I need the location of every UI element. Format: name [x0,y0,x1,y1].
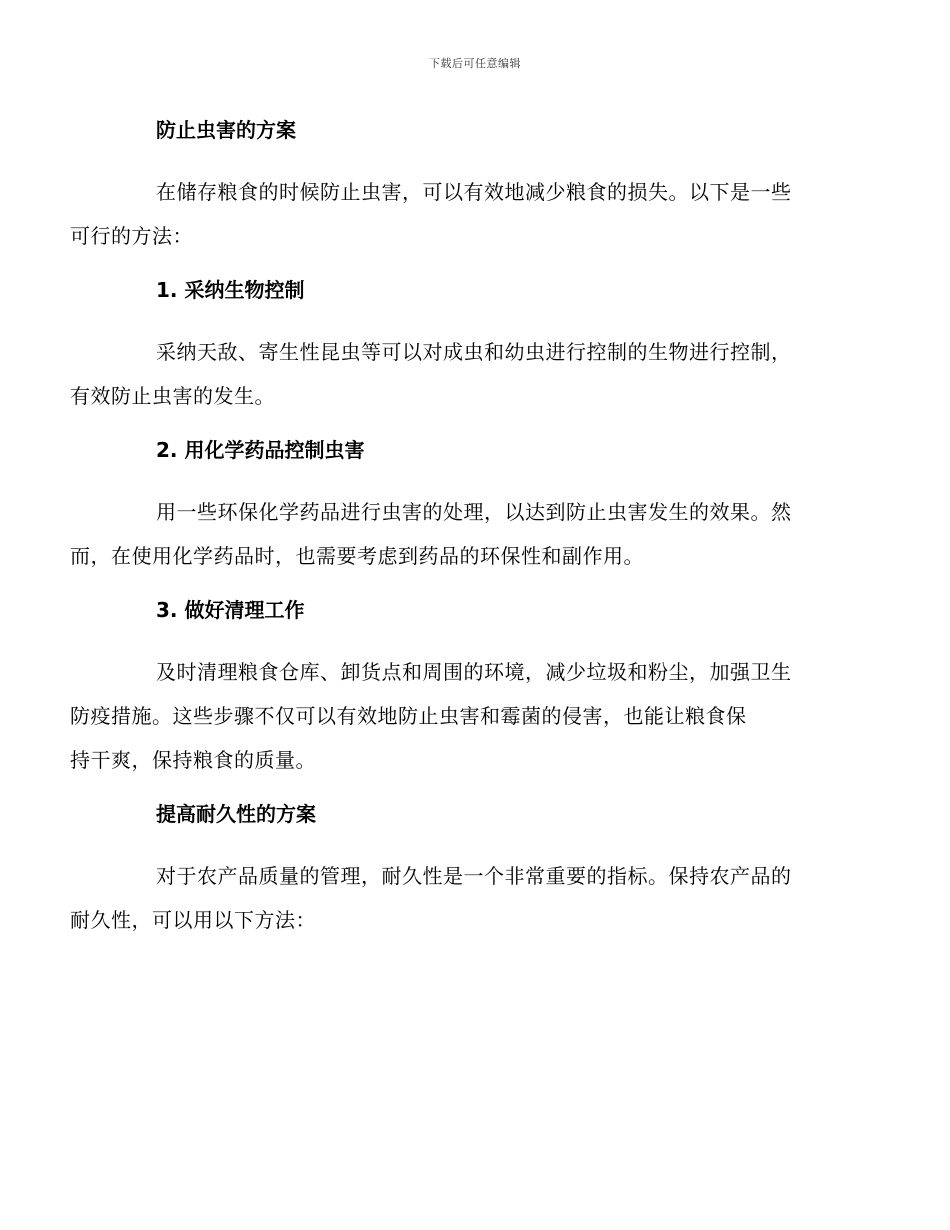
paragraph-line: 有效防止虫害的发生。 [70,384,275,408]
section-durability [70,796,829,942]
section-paragraph [70,170,829,258]
paragraph-line: 在储存粮食的时候防止虫害，可以有效地减少粮食的损失。以下是一些 [156,180,792,204]
paragraph-line: 防疫措施。这些步骤不仅可以有效地防止虫害和霉菌的侵害，也能让粮食保 [70,704,747,728]
paragraph-line: 及时清理粮食仓库、卸货点和周围的环境，减少垃圾和粉尘，加强卫生 [156,660,792,684]
header-note: 下载后可任意编辑 [429,57,521,70]
paragraph-line: 耐久性，可以用以下方法： [70,908,316,932]
paragraph-line: 用一些环保化学药品进行虫害的处理，以达到防止虫害发生的效果。然 [156,500,792,524]
section-heading: 2. 用化学药品控制虫害 [156,438,365,462]
section-heading: 1. 采纳生物控制 [156,278,305,302]
section-heading: 3. 做好清理工作 [156,598,305,622]
paragraph-line: 持干爽，保持粮食的质量。 [70,748,316,772]
section-paragraph [70,854,829,942]
section-paragraph [70,490,829,578]
section-paragraph [70,650,829,782]
paragraph-line: 对于农产品质量的管理，耐久性是一个非常重要的指标。保持农产品的 [156,864,792,888]
paragraph-line: 而，在使用化学药品时，也需要考虑到药品的环保性和副作用。 [70,544,644,568]
section-paragraph [70,330,829,418]
section-pest-prevention [70,112,829,258]
document-body [70,112,829,956]
section-cleaning-work [70,592,829,782]
section-heading: 提高耐久性的方案 [156,802,316,826]
section-biological-control [70,272,829,418]
section-heading: 防止虫害的方案 [156,118,296,142]
paragraph-line: 可行的方法： [70,224,193,248]
section-chemical-control [70,432,829,578]
paragraph-line: 采纳天敌、寄生性昆虫等可以对成虫和幼虫进行控制的生物进行控制， [156,340,792,364]
